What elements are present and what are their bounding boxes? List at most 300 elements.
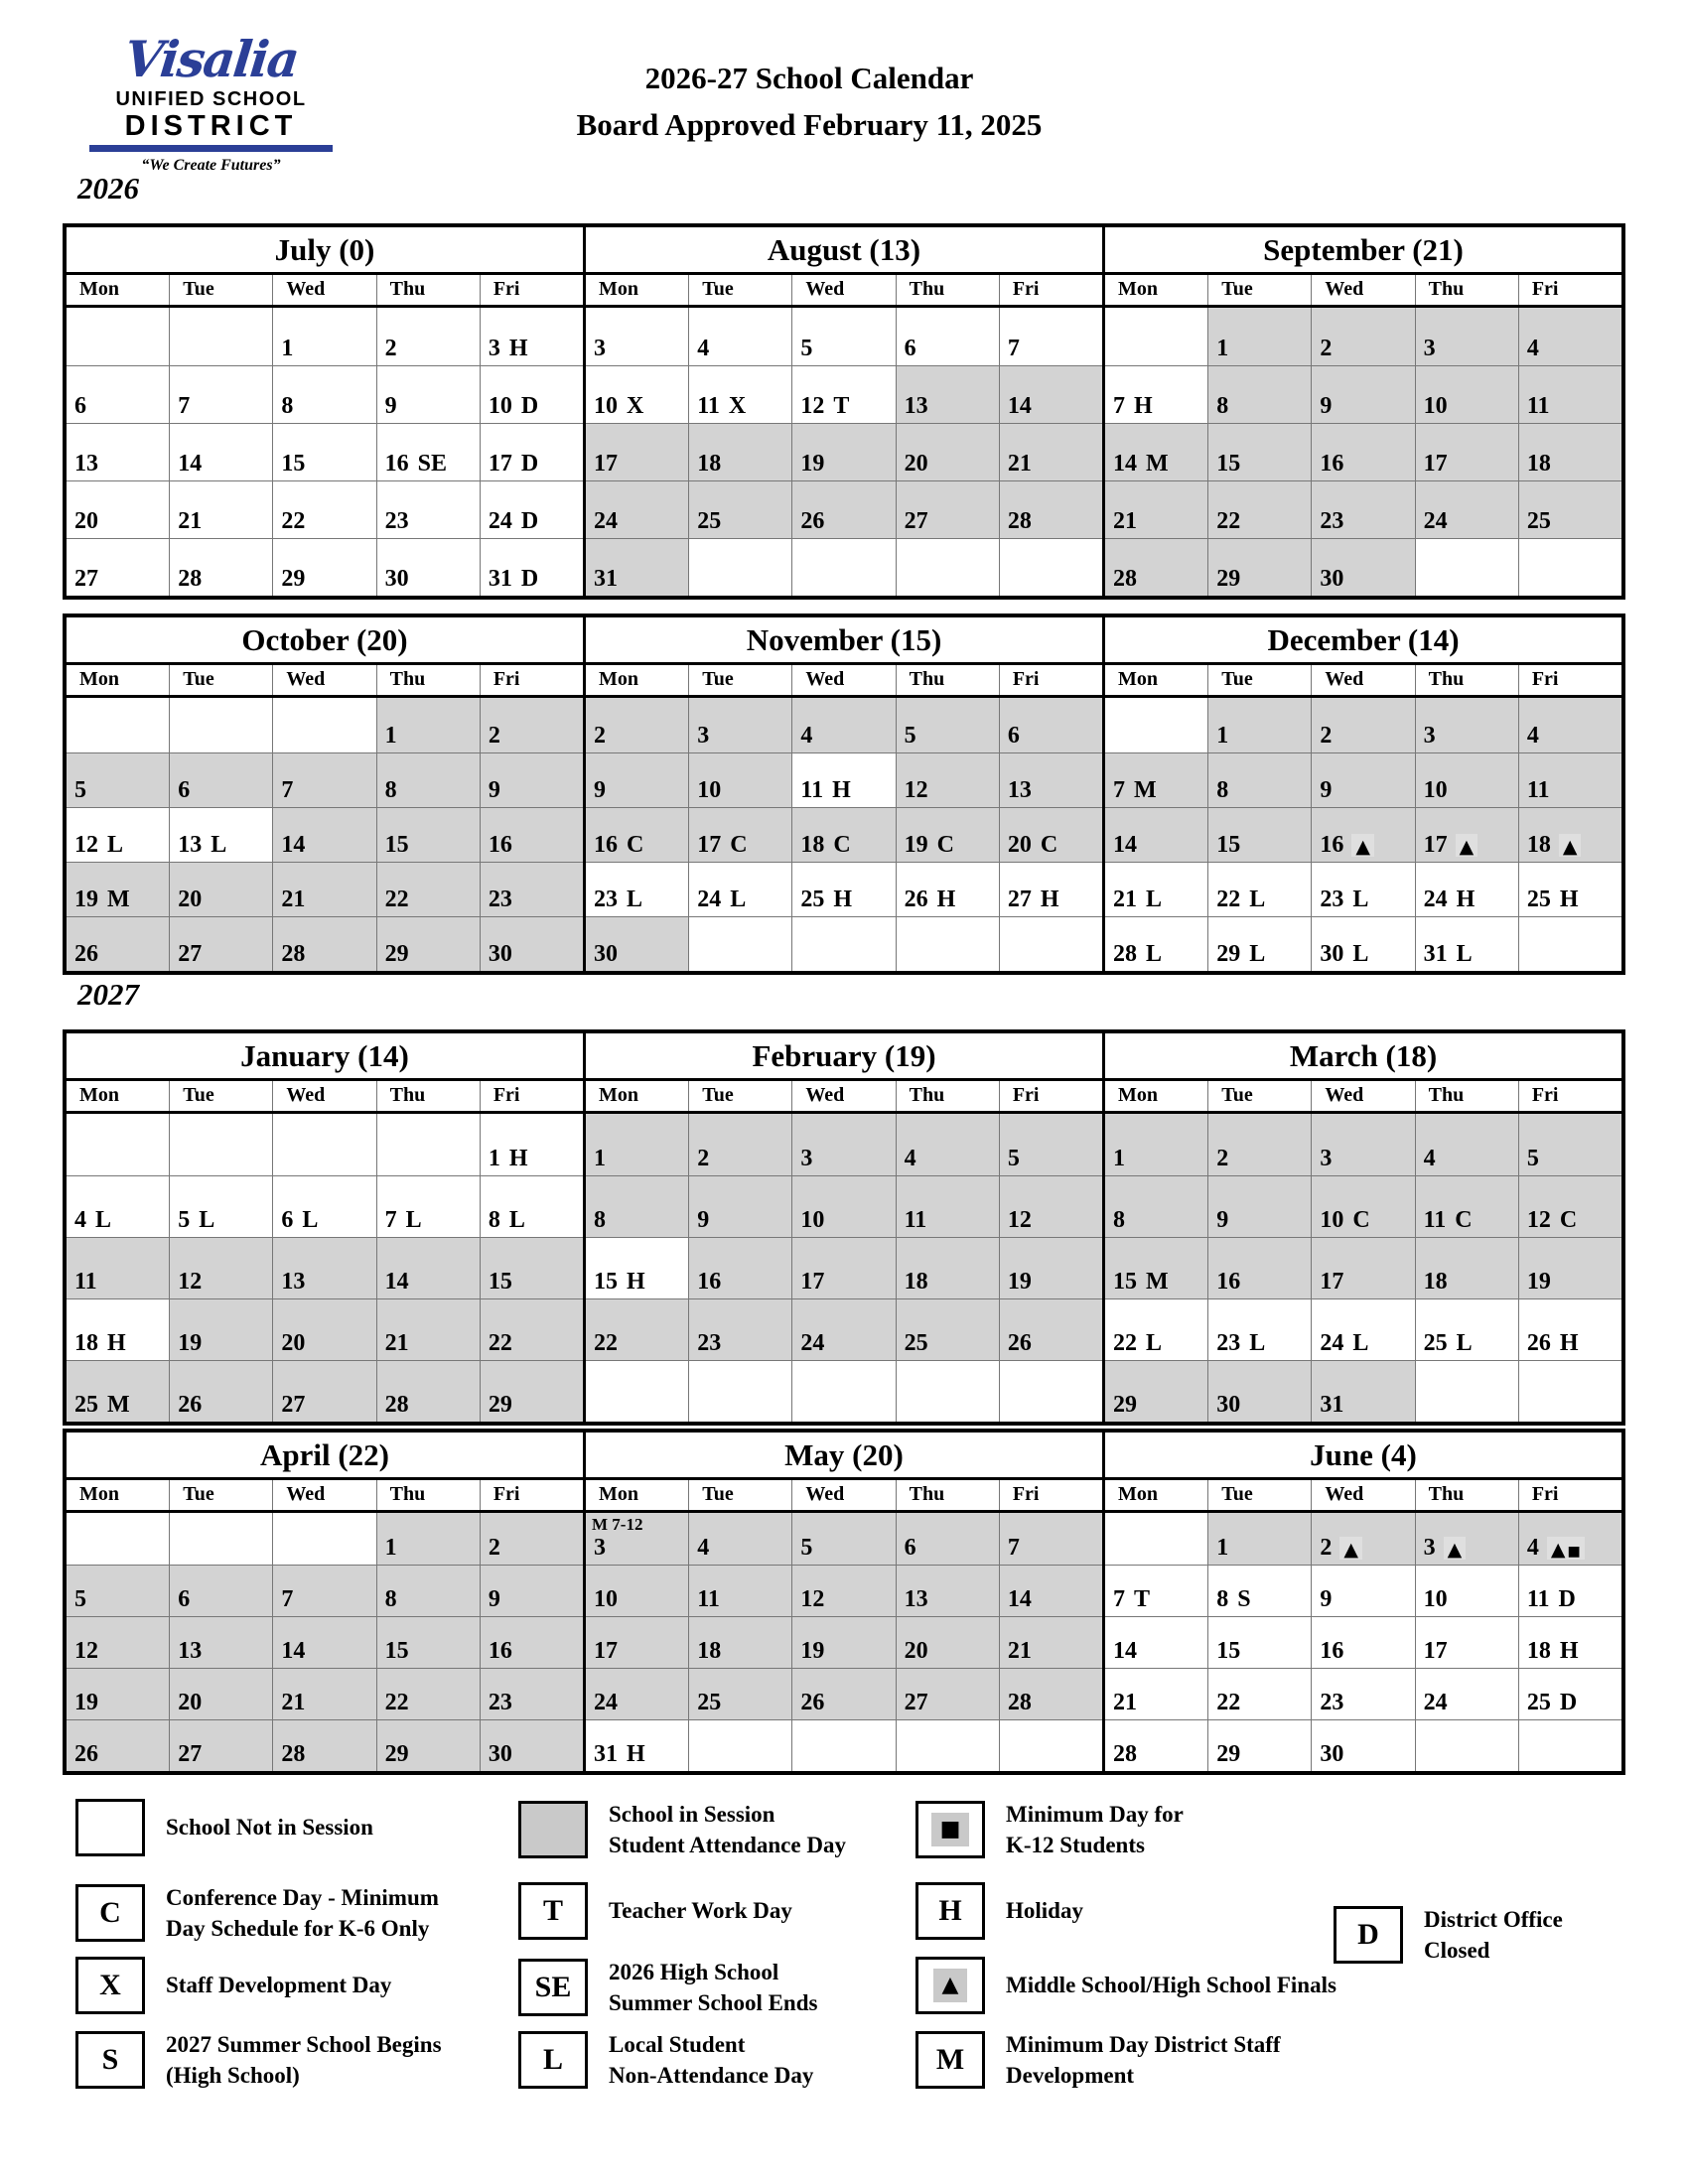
day-cell: [689, 1360, 792, 1422]
day-number: 16: [384, 451, 409, 477]
legend-label-line: Conference Day - Minimum: [166, 1885, 439, 1910]
day-cell: [377, 480, 481, 538]
day-cell: [481, 308, 583, 365]
legend-item-holiday: [915, 1882, 1083, 1940]
day-cell: [67, 862, 170, 916]
day-cell: [1312, 538, 1415, 596]
legend-label-line: Student Attendance Day: [609, 1833, 846, 1858]
day-number: 12: [1007, 1207, 1032, 1233]
day-cell: [170, 1565, 273, 1616]
day-number: 21: [384, 1330, 409, 1356]
day-number: 11: [1526, 1586, 1550, 1612]
day-cell: [1519, 752, 1621, 807]
legend-label-line: Middle School/High School Finals: [1006, 1973, 1336, 1998]
day-code: H: [1559, 887, 1579, 912]
day-cell: [792, 308, 896, 365]
week-row: [586, 698, 1102, 752]
week-row: [67, 480, 583, 538]
day-number: 10: [594, 393, 618, 419]
day-number: 13: [74, 451, 98, 477]
day-number: 29: [1216, 1741, 1241, 1767]
legend-label-holiday: [1006, 1895, 1083, 1926]
day-number: 21: [281, 887, 306, 912]
day-cell: [792, 538, 896, 596]
day-cell: [586, 1565, 689, 1616]
week-row: [67, 807, 583, 862]
day-code: D: [520, 393, 539, 419]
day-cell: [1208, 1668, 1312, 1719]
day-number: 13: [1007, 777, 1032, 803]
day-cell: [586, 1668, 689, 1719]
month-title-february: February (19): [586, 1033, 1102, 1081]
day-cell: [1208, 1513, 1312, 1565]
page-title: [0, 56, 1618, 148]
day-number: 7: [1007, 1535, 1020, 1561]
day-cell: [273, 1114, 376, 1175]
day-cell: [67, 1175, 170, 1237]
day-number: 20: [178, 887, 203, 912]
day-code: L: [211, 832, 227, 858]
day-number: 26: [1007, 1330, 1032, 1356]
day-cell: [897, 365, 1000, 423]
day-cell: [792, 807, 896, 862]
day-cell: [897, 480, 1000, 538]
month-march: [1105, 1033, 1621, 1422]
day-number: 19: [74, 1690, 98, 1715]
day-number: 15: [1216, 451, 1241, 477]
day-number: 18: [1526, 451, 1551, 477]
day-number: 26: [800, 1690, 825, 1715]
legend-box-summer-school-begins: S: [75, 2031, 145, 2089]
week-row: [1105, 1298, 1621, 1360]
day-cell: [67, 698, 170, 752]
day-code: H: [1559, 1330, 1579, 1356]
day-code: M: [1146, 451, 1169, 477]
day-number: 21: [1007, 1638, 1032, 1664]
day-cell: [67, 1616, 170, 1668]
day-code: L: [1352, 887, 1369, 912]
day-cell: [377, 1360, 481, 1422]
day-number: 23: [594, 887, 618, 912]
day-number: 12: [904, 777, 928, 803]
day-number: 3: [488, 336, 500, 361]
page-title-line1: 2026-27 School Calendar: [644, 61, 974, 95]
weekday-header: Fri: [1531, 278, 1559, 300]
day-cell: [67, 916, 170, 971]
weekday-header: Thu: [897, 1081, 1000, 1111]
legend-box-teacher-work-day: T: [518, 1882, 588, 1940]
day-number: 25: [697, 1690, 722, 1715]
day-cell: [1416, 423, 1519, 480]
day-number: 5: [800, 1535, 813, 1561]
day-cell: [792, 423, 896, 480]
day-number: 28: [384, 1392, 409, 1418]
day-number: 11: [74, 1269, 97, 1295]
day-cell: [1208, 807, 1312, 862]
day-number: 14: [1113, 832, 1137, 858]
day-cell: [897, 1719, 1000, 1771]
day-number: 17: [594, 451, 618, 477]
day-cell: [1105, 1175, 1208, 1237]
day-cell: [481, 1616, 583, 1668]
day-cell: [481, 862, 583, 916]
day-cell: [897, 1668, 1000, 1719]
day-cell: [481, 698, 583, 752]
week-row: [586, 916, 1102, 971]
day-cell: [586, 1513, 689, 1565]
day-cell: [1000, 916, 1102, 971]
finals-triangle-and-minimum-day-square-icon: ▲ ■: [1547, 1537, 1585, 1560]
day-cell: [1416, 1298, 1519, 1360]
day-number: 17: [594, 1638, 618, 1664]
day-number: 21: [1113, 508, 1137, 534]
month-july: [67, 227, 586, 596]
day-cell: [481, 538, 583, 596]
day-cell: [67, 1719, 170, 1771]
legend-label-line: District Office: [1424, 1907, 1563, 1932]
day-cell: [67, 480, 170, 538]
day-number: 18: [697, 451, 722, 477]
week-row: [586, 538, 1102, 596]
day-cell: [67, 308, 170, 365]
day-cell: [1000, 538, 1102, 596]
week-row: [67, 538, 583, 596]
day-code: L: [199, 1207, 215, 1233]
day-cell: [170, 807, 273, 862]
day-cell: [897, 1616, 1000, 1668]
day-number: 20: [178, 1690, 203, 1715]
week-row: [67, 423, 583, 480]
day-cell: [67, 1298, 170, 1360]
day-cell: [792, 916, 896, 971]
day-cell: [689, 1114, 792, 1175]
day-code: L: [1456, 941, 1473, 967]
day-code: M: [1134, 777, 1157, 803]
day-cell: [897, 423, 1000, 480]
weekday-header: Thu: [897, 665, 1000, 695]
day-cell: [1519, 1237, 1621, 1298]
day-number: 24: [1320, 1330, 1344, 1356]
legend-label-line: Non-Attendance Day: [609, 2063, 814, 2089]
day-number: 20: [904, 451, 928, 477]
day-cell: [67, 1513, 170, 1565]
day-number: 17: [488, 451, 512, 477]
day-cell: [170, 480, 273, 538]
day-number: 12: [1526, 1207, 1551, 1233]
week-row: [1105, 1668, 1621, 1719]
week-row: [67, 916, 583, 971]
day-cell: [1416, 862, 1519, 916]
week-row: [1105, 423, 1621, 480]
day-cell: [273, 1565, 376, 1616]
day-cell: [1000, 480, 1102, 538]
day-cell: [273, 752, 376, 807]
legend-box-school-not-in-session: [75, 1799, 145, 1856]
day-cell: [586, 916, 689, 971]
weekday-header: Mon: [1105, 275, 1208, 305]
day-cell: [481, 480, 583, 538]
day-number: 15: [384, 832, 409, 858]
weekday-header: Wed: [792, 1480, 896, 1510]
day-cell: [1416, 752, 1519, 807]
day-number: 5: [904, 723, 916, 749]
day-code: M: [107, 887, 130, 912]
day-cell: [792, 752, 896, 807]
day-number: 30: [1320, 1741, 1344, 1767]
weekday-header: Thu: [377, 665, 481, 695]
day-cell: [1519, 1360, 1621, 1422]
day-number: 4: [697, 336, 710, 361]
day-number: 23: [1320, 508, 1344, 534]
day-number: 17: [1423, 451, 1448, 477]
day-number: 27: [74, 566, 98, 592]
day-number: 21: [1113, 887, 1137, 912]
day-number: 4: [1423, 1146, 1436, 1171]
day-cell: [377, 916, 481, 971]
day-number: 19: [178, 1330, 203, 1356]
legend-item-school-not-in-session: [75, 1799, 373, 1856]
month-title-october: October (20): [67, 617, 583, 665]
day-number: 6: [74, 393, 86, 419]
month-title-may: May (20): [586, 1433, 1102, 1480]
weekday-header: Mon: [67, 275, 170, 305]
day-number: 6: [281, 1207, 294, 1233]
day-cell: [586, 1175, 689, 1237]
day-number: 25: [1423, 1330, 1448, 1356]
day-cell: [897, 862, 1000, 916]
day-cell: [481, 1175, 583, 1237]
day-cell: [897, 1237, 1000, 1298]
legend-item-ms-hs-finals: [915, 1957, 1336, 2014]
day-cell: [1519, 1513, 1621, 1565]
day-cell: [1312, 423, 1415, 480]
legend-item-staff-development-day: [75, 1957, 391, 2014]
weekday-header: Mon: [67, 665, 170, 695]
day-cell: [1000, 1298, 1102, 1360]
day-number: 9: [594, 777, 606, 803]
day-code: C: [1455, 1207, 1473, 1233]
day-cell: [792, 1298, 896, 1360]
week-row: [1105, 1237, 1621, 1298]
day-number: 27: [281, 1392, 306, 1418]
day-code: L: [95, 1207, 112, 1233]
day-cell: [1312, 862, 1415, 916]
day-cell: [273, 1616, 376, 1668]
day-code: S: [1237, 1586, 1251, 1612]
day-number: 22: [1216, 508, 1241, 534]
day-number: 29: [1216, 566, 1241, 592]
day-cell: [1416, 807, 1519, 862]
weekday-header-row: [586, 275, 1102, 308]
day-number: 9: [488, 1586, 500, 1612]
day-cell: [1312, 1114, 1415, 1175]
day-cell: [1105, 480, 1208, 538]
weekday-header: Tue: [170, 1081, 273, 1111]
legend-label-teacher-work-day: [609, 1895, 792, 1926]
weekday-header-row: [586, 1480, 1102, 1513]
weekday-header: Tue: [689, 1480, 792, 1510]
day-number: 8: [1216, 393, 1229, 419]
day-code: T: [833, 393, 850, 419]
day-cell: [1208, 698, 1312, 752]
day-cell: [273, 1237, 376, 1298]
day-number: 31: [1423, 941, 1448, 967]
day-number: 19: [74, 887, 98, 912]
week-row: [67, 862, 583, 916]
day-number: 22: [488, 1330, 512, 1356]
month-title-april: April (22): [67, 1433, 583, 1480]
day-number: 22: [1113, 1330, 1137, 1356]
day-cell: [1105, 698, 1208, 752]
month-january: [67, 1033, 586, 1422]
legend-label-line: K-12 Students: [1006, 1833, 1145, 1858]
day-cell: [67, 1668, 170, 1719]
day-cell: [897, 1114, 1000, 1175]
weekday-header: Wed: [792, 275, 896, 305]
day-cell: [586, 698, 689, 752]
day-cell: [377, 423, 481, 480]
day-code: H: [627, 1741, 645, 1767]
day-cell: [689, 916, 792, 971]
day-cell: [1519, 698, 1621, 752]
day-number: 3: [697, 723, 710, 749]
day-number: 16: [1320, 832, 1344, 858]
day-cell: [897, 916, 1000, 971]
day-cell: [481, 423, 583, 480]
weekday-header: Thu: [377, 1081, 481, 1111]
day-number: 15: [1113, 1269, 1137, 1295]
day-cell: [1105, 1298, 1208, 1360]
day-number: 22: [281, 508, 306, 534]
legend-label-summer-school-begins: [166, 2029, 442, 2091]
day-cell: [377, 698, 481, 752]
day-number: 28: [281, 1741, 306, 1767]
logo-line-district: DISTRICT: [124, 109, 298, 142]
day-code: M: [107, 1392, 130, 1418]
day-number: 1: [488, 1146, 500, 1171]
weekday-header: Wed: [273, 1480, 376, 1510]
day-number: 4: [1526, 1535, 1539, 1561]
day-cell: [67, 423, 170, 480]
day-code: H: [627, 1269, 645, 1295]
day-number: 20: [74, 508, 98, 534]
day-number: 23: [697, 1330, 722, 1356]
week-row: [1105, 365, 1621, 423]
month-may: [586, 1433, 1105, 1771]
day-number: 2: [594, 723, 606, 749]
day-cell: [1312, 807, 1415, 862]
day-code: C: [1352, 1207, 1370, 1233]
day-number: 30: [1320, 566, 1344, 592]
week-row: [67, 752, 583, 807]
day-cell: [689, 1668, 792, 1719]
legend-item-teacher-work-day: [518, 1882, 792, 1940]
legend-label-school-in-session: [609, 1799, 846, 1860]
day-code: L: [1146, 941, 1163, 967]
day-code: SE: [417, 451, 447, 477]
day-number: 14: [178, 451, 203, 477]
day-number: 2: [1216, 1146, 1229, 1171]
day-cell: [1312, 1175, 1415, 1237]
weekday-header: Fri: [1531, 1483, 1559, 1505]
weekday-header: Tue: [1208, 1480, 1312, 1510]
legend-item-local-non-attendance: [518, 2029, 813, 2091]
day-code: H: [833, 887, 853, 912]
day-cell: [377, 1513, 481, 1565]
day-number: 21: [1113, 1690, 1137, 1715]
weekday-header: Mon: [1105, 665, 1208, 695]
calendar-table-jan-feb-mar: [63, 1029, 1625, 1426]
week-row: [67, 1114, 583, 1175]
day-cell: [170, 1175, 273, 1237]
year-label-2027: 2027: [77, 977, 139, 1012]
day-cell: [792, 698, 896, 752]
day-cell: [273, 698, 376, 752]
day-number: 23: [1216, 1330, 1241, 1356]
weekday-header: Mon: [586, 1480, 689, 1510]
day-cell: [1000, 1237, 1102, 1298]
day-number: 12: [74, 1638, 98, 1664]
day-cell: [586, 308, 689, 365]
day-number: 26: [1526, 1330, 1551, 1356]
day-number: 6: [1007, 723, 1020, 749]
day-cell: [1312, 1237, 1415, 1298]
day-cell: [1519, 423, 1621, 480]
day-number: 14: [1007, 1586, 1032, 1612]
day-cell: [1416, 1565, 1519, 1616]
weekday-header: Tue: [689, 665, 792, 695]
day-cell: [586, 807, 689, 862]
day-cell: [1312, 916, 1415, 971]
day-cell: [481, 365, 583, 423]
day-number: 29: [384, 1741, 409, 1767]
day-number: 7: [384, 1207, 397, 1233]
day-cell: [792, 1719, 896, 1771]
day-number: 16: [1320, 451, 1344, 477]
day-cell: [1519, 807, 1621, 862]
legend-label-line: Closed: [1424, 1938, 1490, 1964]
day-number: 9: [1320, 1586, 1333, 1612]
legend-label-line: Staff Development Day: [166, 1973, 392, 1998]
calendar-table-apr-may-jun: [63, 1429, 1625, 1775]
day-cell: [1105, 1360, 1208, 1422]
week-row: [586, 862, 1102, 916]
day-number: 15: [384, 1638, 409, 1664]
day-number: 25: [74, 1392, 98, 1418]
week-row: [1105, 1114, 1621, 1175]
day-number: 14: [1007, 393, 1032, 419]
month-june: [1105, 1433, 1621, 1771]
page-title-line2: Board Approved February 11, 2025: [576, 106, 1043, 142]
day-number: 18: [1526, 832, 1551, 858]
day-number: 13: [904, 393, 928, 419]
day-cell: [273, 308, 376, 365]
day-number: 25: [800, 887, 825, 912]
week-row: [67, 1298, 583, 1360]
day-cell: [273, 1175, 376, 1237]
day-cell: [1416, 1114, 1519, 1175]
day-cell: [273, 1513, 376, 1565]
day-cell: [586, 1616, 689, 1668]
day-number: 1: [594, 1146, 606, 1171]
day-number: 11: [697, 1586, 720, 1612]
weekday-header: Mon: [1105, 1081, 1208, 1111]
day-number: 31: [594, 1741, 618, 1767]
day-number: 21: [178, 508, 203, 534]
day-cell: [481, 1360, 583, 1422]
day-number: 3: [594, 1535, 606, 1561]
day-number: 2: [384, 336, 397, 361]
